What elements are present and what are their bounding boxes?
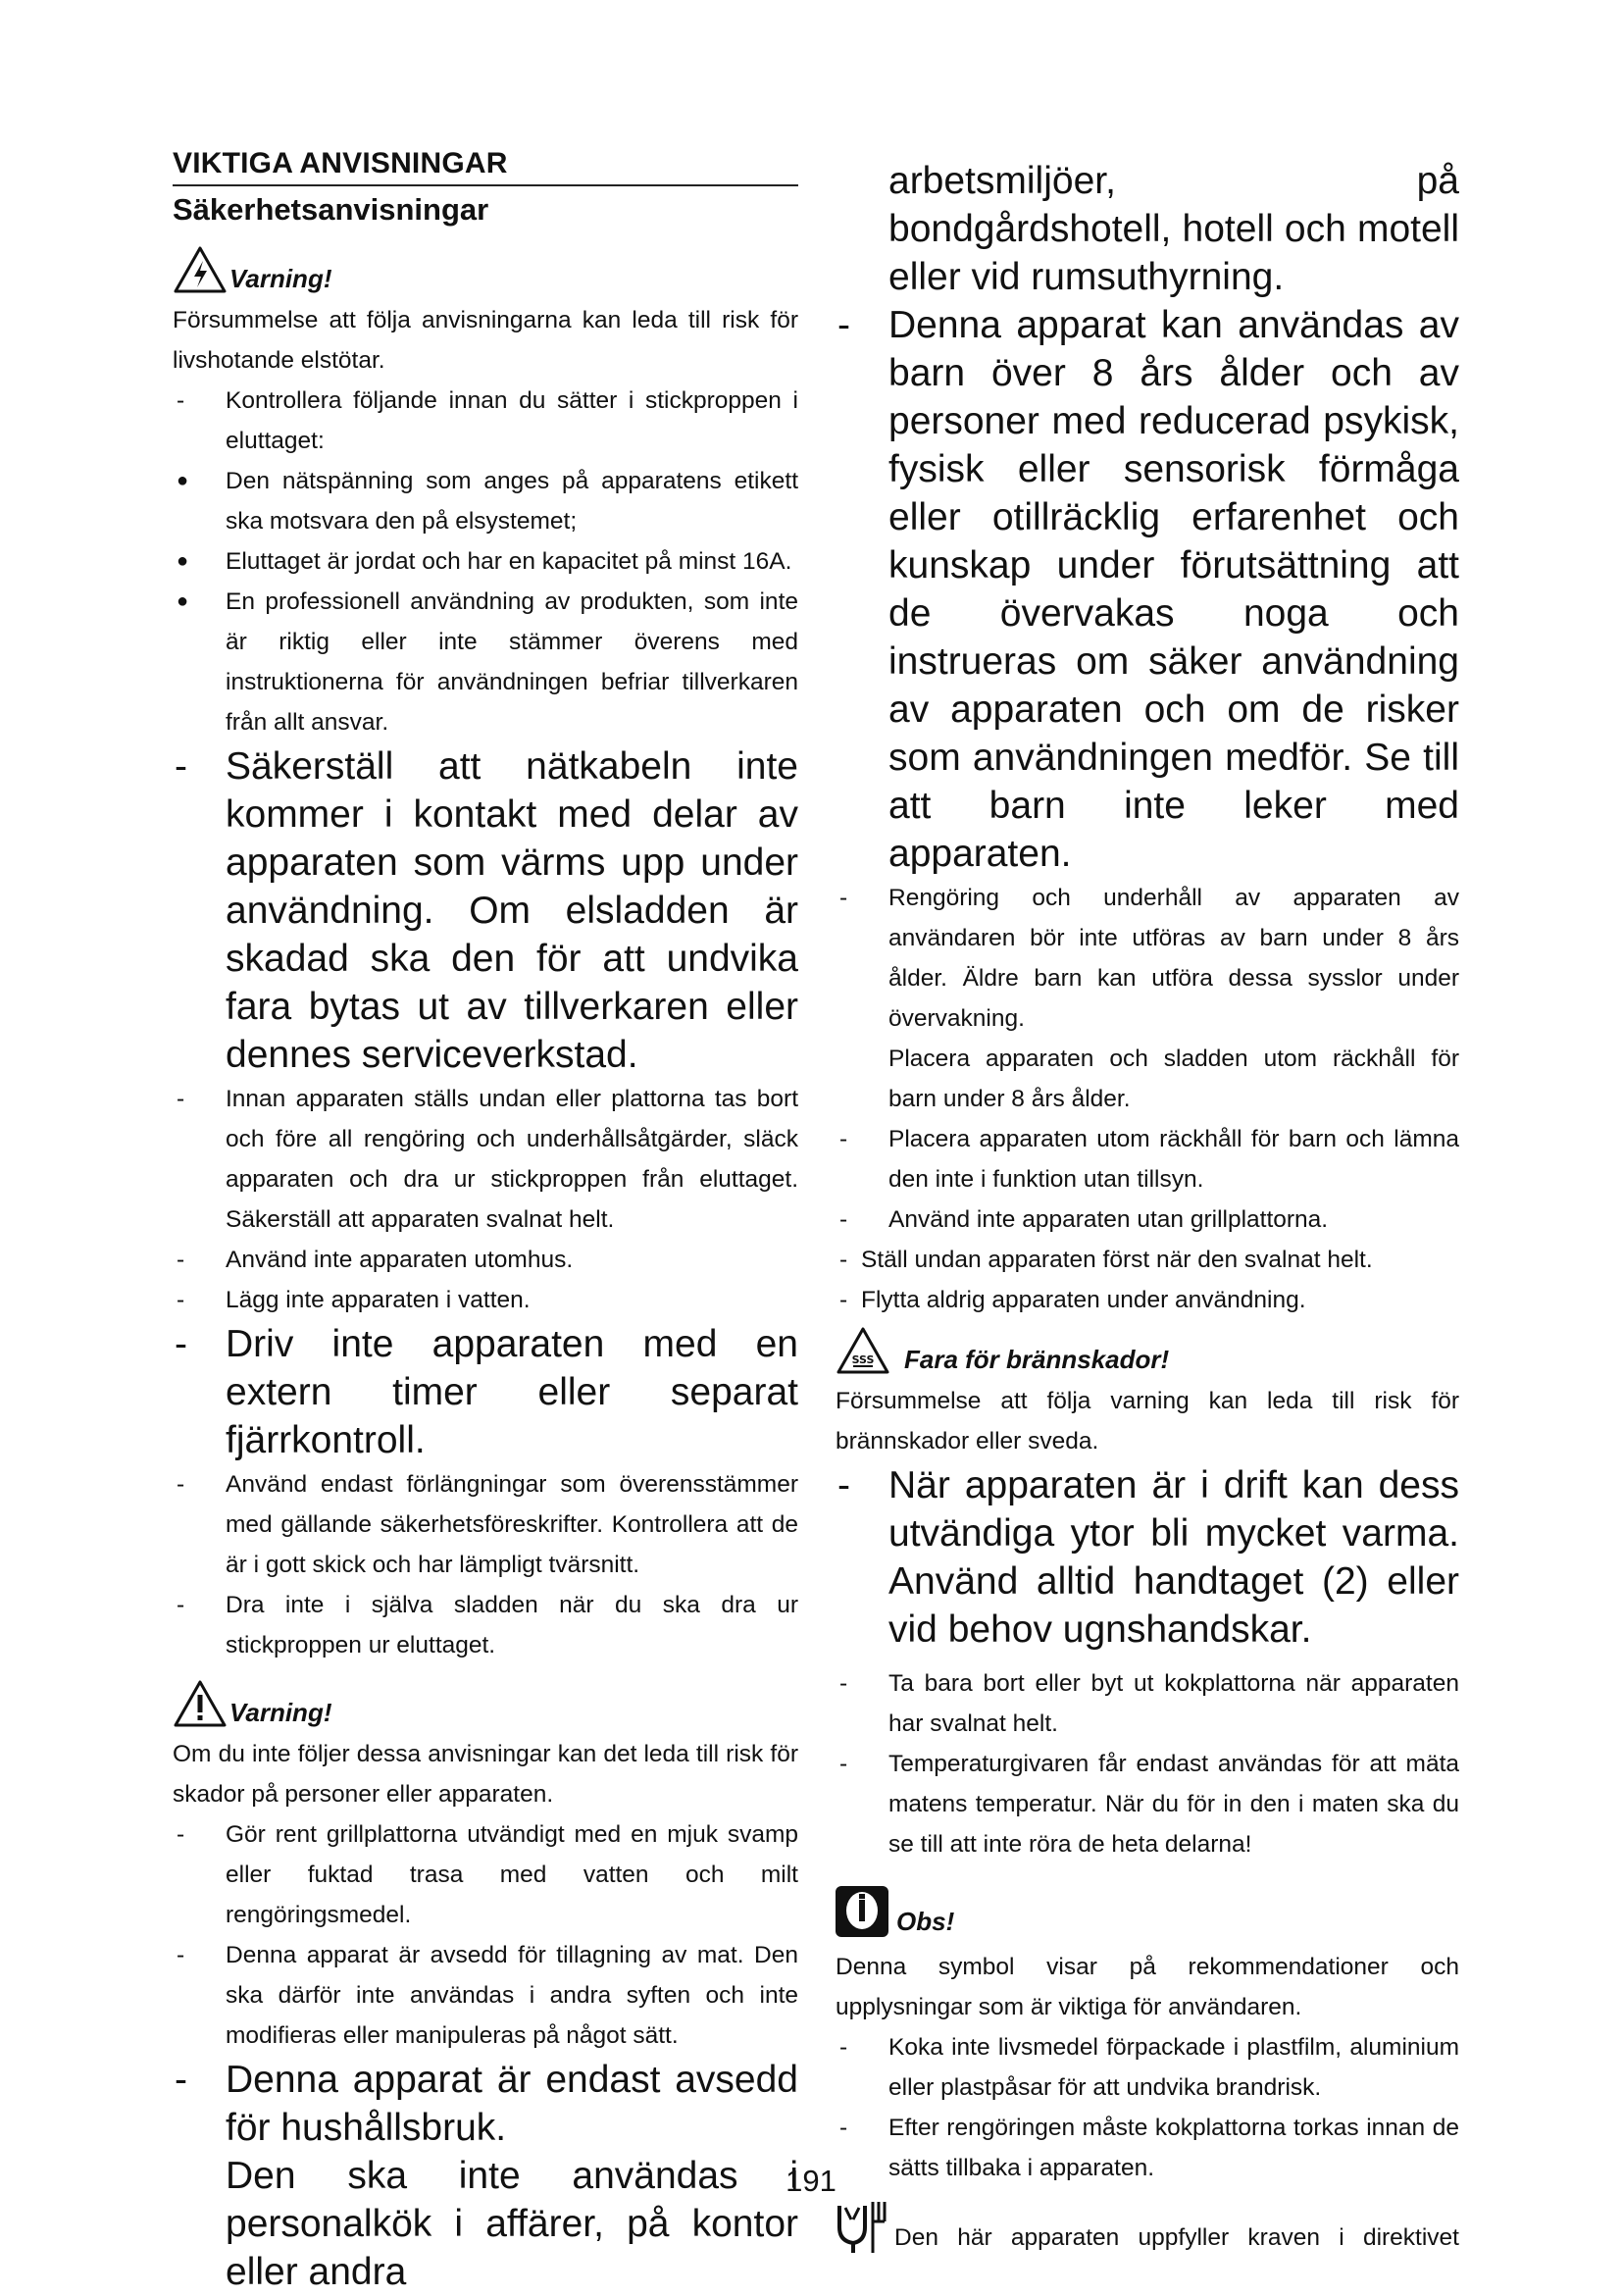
list-item: - Gör rent grillplattorna utvändigt med en mjuk svamp eller fuktad trasa med vatten och milt rengöringsmedel.: [177, 1821, 798, 1928]
list-item: - Lägg inte apparaten i vatten.: [177, 1287, 531, 1313]
obs-label: Obs!: [896, 1907, 955, 1936]
list-item-continuation: Placera apparaten och sladden utom räckhåll för barn under 8 års ålder.: [888, 1046, 1459, 1112]
warning-text: Om du inte följer dessa anvisningar kan det leda till risk för skador på personer eller apparaten.: [173, 1741, 798, 1808]
list-item: - Använd endast förlängningar som överensstämmer med gällande säkerhetsföreskrifter. Kontrollera att de är i gott skick och har lämpligt tvärsnitt.: [177, 1471, 798, 1578]
food-contact-icon: [836, 2198, 887, 2255]
emphasized-continuation: arbetsmiljöer, på bondgårdshotell, hotell och motell eller vid rumsuthyrning.: [888, 160, 1459, 298]
right-column: [836, 157, 1459, 2255]
warning-text: Försummelse att följa anvisningarna kan leda till risk för livshotande elstötar.: [173, 307, 798, 374]
list-item: - Denna apparat är avsedd för tillagning av mat. Den ska därför inte användas i andra syften och inte modifieras eller manipuleras på något sätt.: [177, 1942, 798, 2049]
burn-warning-header: [836, 1326, 1459, 1375]
list-item: - Ställ undan apparaten först när den svalnat helt.: [839, 1247, 1373, 1273]
list-item: - Temperaturgivaren får endast användas för att mäta matens temperatur. När du för in den i maten ska du se till att inte röra de heta delarna!: [839, 1751, 1459, 1858]
burn-warning-label: Fara för brännskador!: [904, 1345, 1170, 1374]
bullet-item: ● Den nätspänning som anges på apparatens etikett ska motsvara den på elsystemet;: [177, 468, 798, 535]
left-column: [173, 147, 798, 2296]
list-item: - Innan apparaten ställs undan eller plattorna tas bort och före all rengöring och underhållsåtgärder, släck apparaten och dra ur stickproppen från eluttaget. Säkerställ att apparaten svalnat helt.: [177, 1086, 798, 1233]
bullet-item: ● En professionell användning av produkten, som inte är riktig eller inte stämmer överens med instruktionerna för användningen befriar tillverkaren från allt ansvar.: [177, 588, 798, 736]
list-item: - Efter rengöringen måste kokplattorna torkas innan de sätts tillbaka i apparaten.: [839, 2115, 1459, 2181]
warning-electric-header: [173, 245, 798, 294]
page-number: 191: [786, 2164, 836, 2198]
obs-header: [836, 1886, 1459, 1937]
list-item: - Använd inte apparaten utan grillplattorna.: [839, 1206, 1329, 1233]
list-item: - Flytta aldrig apparaten under användning.: [839, 1287, 1306, 1313]
svg-text:SSS: SSS: [851, 1353, 875, 1366]
subsection-title: Säkerhetsanvisningar: [173, 192, 489, 227]
emphasized-item: - När apparaten är i drift kan dess utvändiga ytor bli mycket varma. Använd alltid handtaget (2) eller vid behov ugnshandskar.: [837, 1464, 1459, 1651]
emphasized-item: - Driv inte apparaten med en extern timer eller separat fjärrkontroll.: [175, 1323, 798, 1461]
bullet-item: ● Eluttaget är jordat och har en kapacitet på minst 16A.: [177, 548, 792, 575]
list-item: - Kontrollera följande innan du sätter i stickproppen i eluttaget:: [177, 387, 798, 454]
list-item: - Koka inte livsmedel förpackade i plastfilm, aluminium eller plastpåsar för att undvika brandrisk.: [839, 2034, 1459, 2101]
warning-label: Varning!: [229, 264, 332, 293]
emphasized-continuation: Den ska inte användas i personalkök i affärer, på kontor eller andra: [226, 2155, 798, 2293]
electric-warning-icon: [173, 245, 228, 294]
info-icon: [836, 1886, 888, 1937]
warning-general-header: [173, 1679, 798, 1728]
emphasized-item: - Denna apparat är endast avsedd för hushållsbruk.: [175, 2059, 798, 2149]
emphasized-item: - Säkerställ att nätkabeln inte kommer i kontakt med delar av apparaten som värms upp under användning. Om elsladden är skadad ska den för att undvika fara bytas ut av tillverkaren eller dennes serviceverkstad.: [175, 745, 798, 1076]
food-contact-note: [836, 2198, 1459, 2255]
food-contact-text: Den här apparaten uppfyller kraven i direktivet: [894, 2224, 1459, 2251]
list-item: - Använd inte apparaten utomhus.: [177, 1247, 574, 1273]
list-item: - Rengöring och underhåll av apparaten av användaren bör inte utföras av barn under 8 års ålder. Äldre barn kan utföra dessa sysslor under övervakning.: [839, 885, 1459, 1032]
hot-surface-icon: [836, 1326, 890, 1375]
burn-warning-text: Försummelse att följa varning kan leda till risk för brännskador eller sveda.: [836, 1388, 1459, 1454]
obs-text: Denna symbol visar på rekommendationer och upplysningar som är viktiga för användaren.: [836, 1954, 1459, 2020]
exclamation-warning-icon: [173, 1679, 228, 1728]
emphasized-item: - Denna apparat kan användas av barn över 8 års ålder och av personer med reducerad psykisk, fysisk eller sensorisk förmåga eller otillräcklig erfarenhet och kunskap under förutsättning att de övervakas noga och instrueras om säker användning av apparaten och om de risker som användningen medför. Se till att barn inte leker med apparaten.: [837, 304, 1459, 875]
list-item: - Dra inte i själva sladden när du ska dra ur stickproppen ur eluttaget.: [177, 1592, 798, 1658]
list-item: - Ta bara bort eller byt ut kokplattorna när apparaten har svalnat helt.: [839, 1670, 1459, 1737]
list-item: - Placera apparaten utom räckhåll för barn och lämna den inte i funktion utan tillsyn.: [839, 1126, 1459, 1193]
section-title: VIKTIGA ANVISNINGAR: [173, 147, 798, 186]
warning-label: Varning!: [229, 1698, 332, 1727]
